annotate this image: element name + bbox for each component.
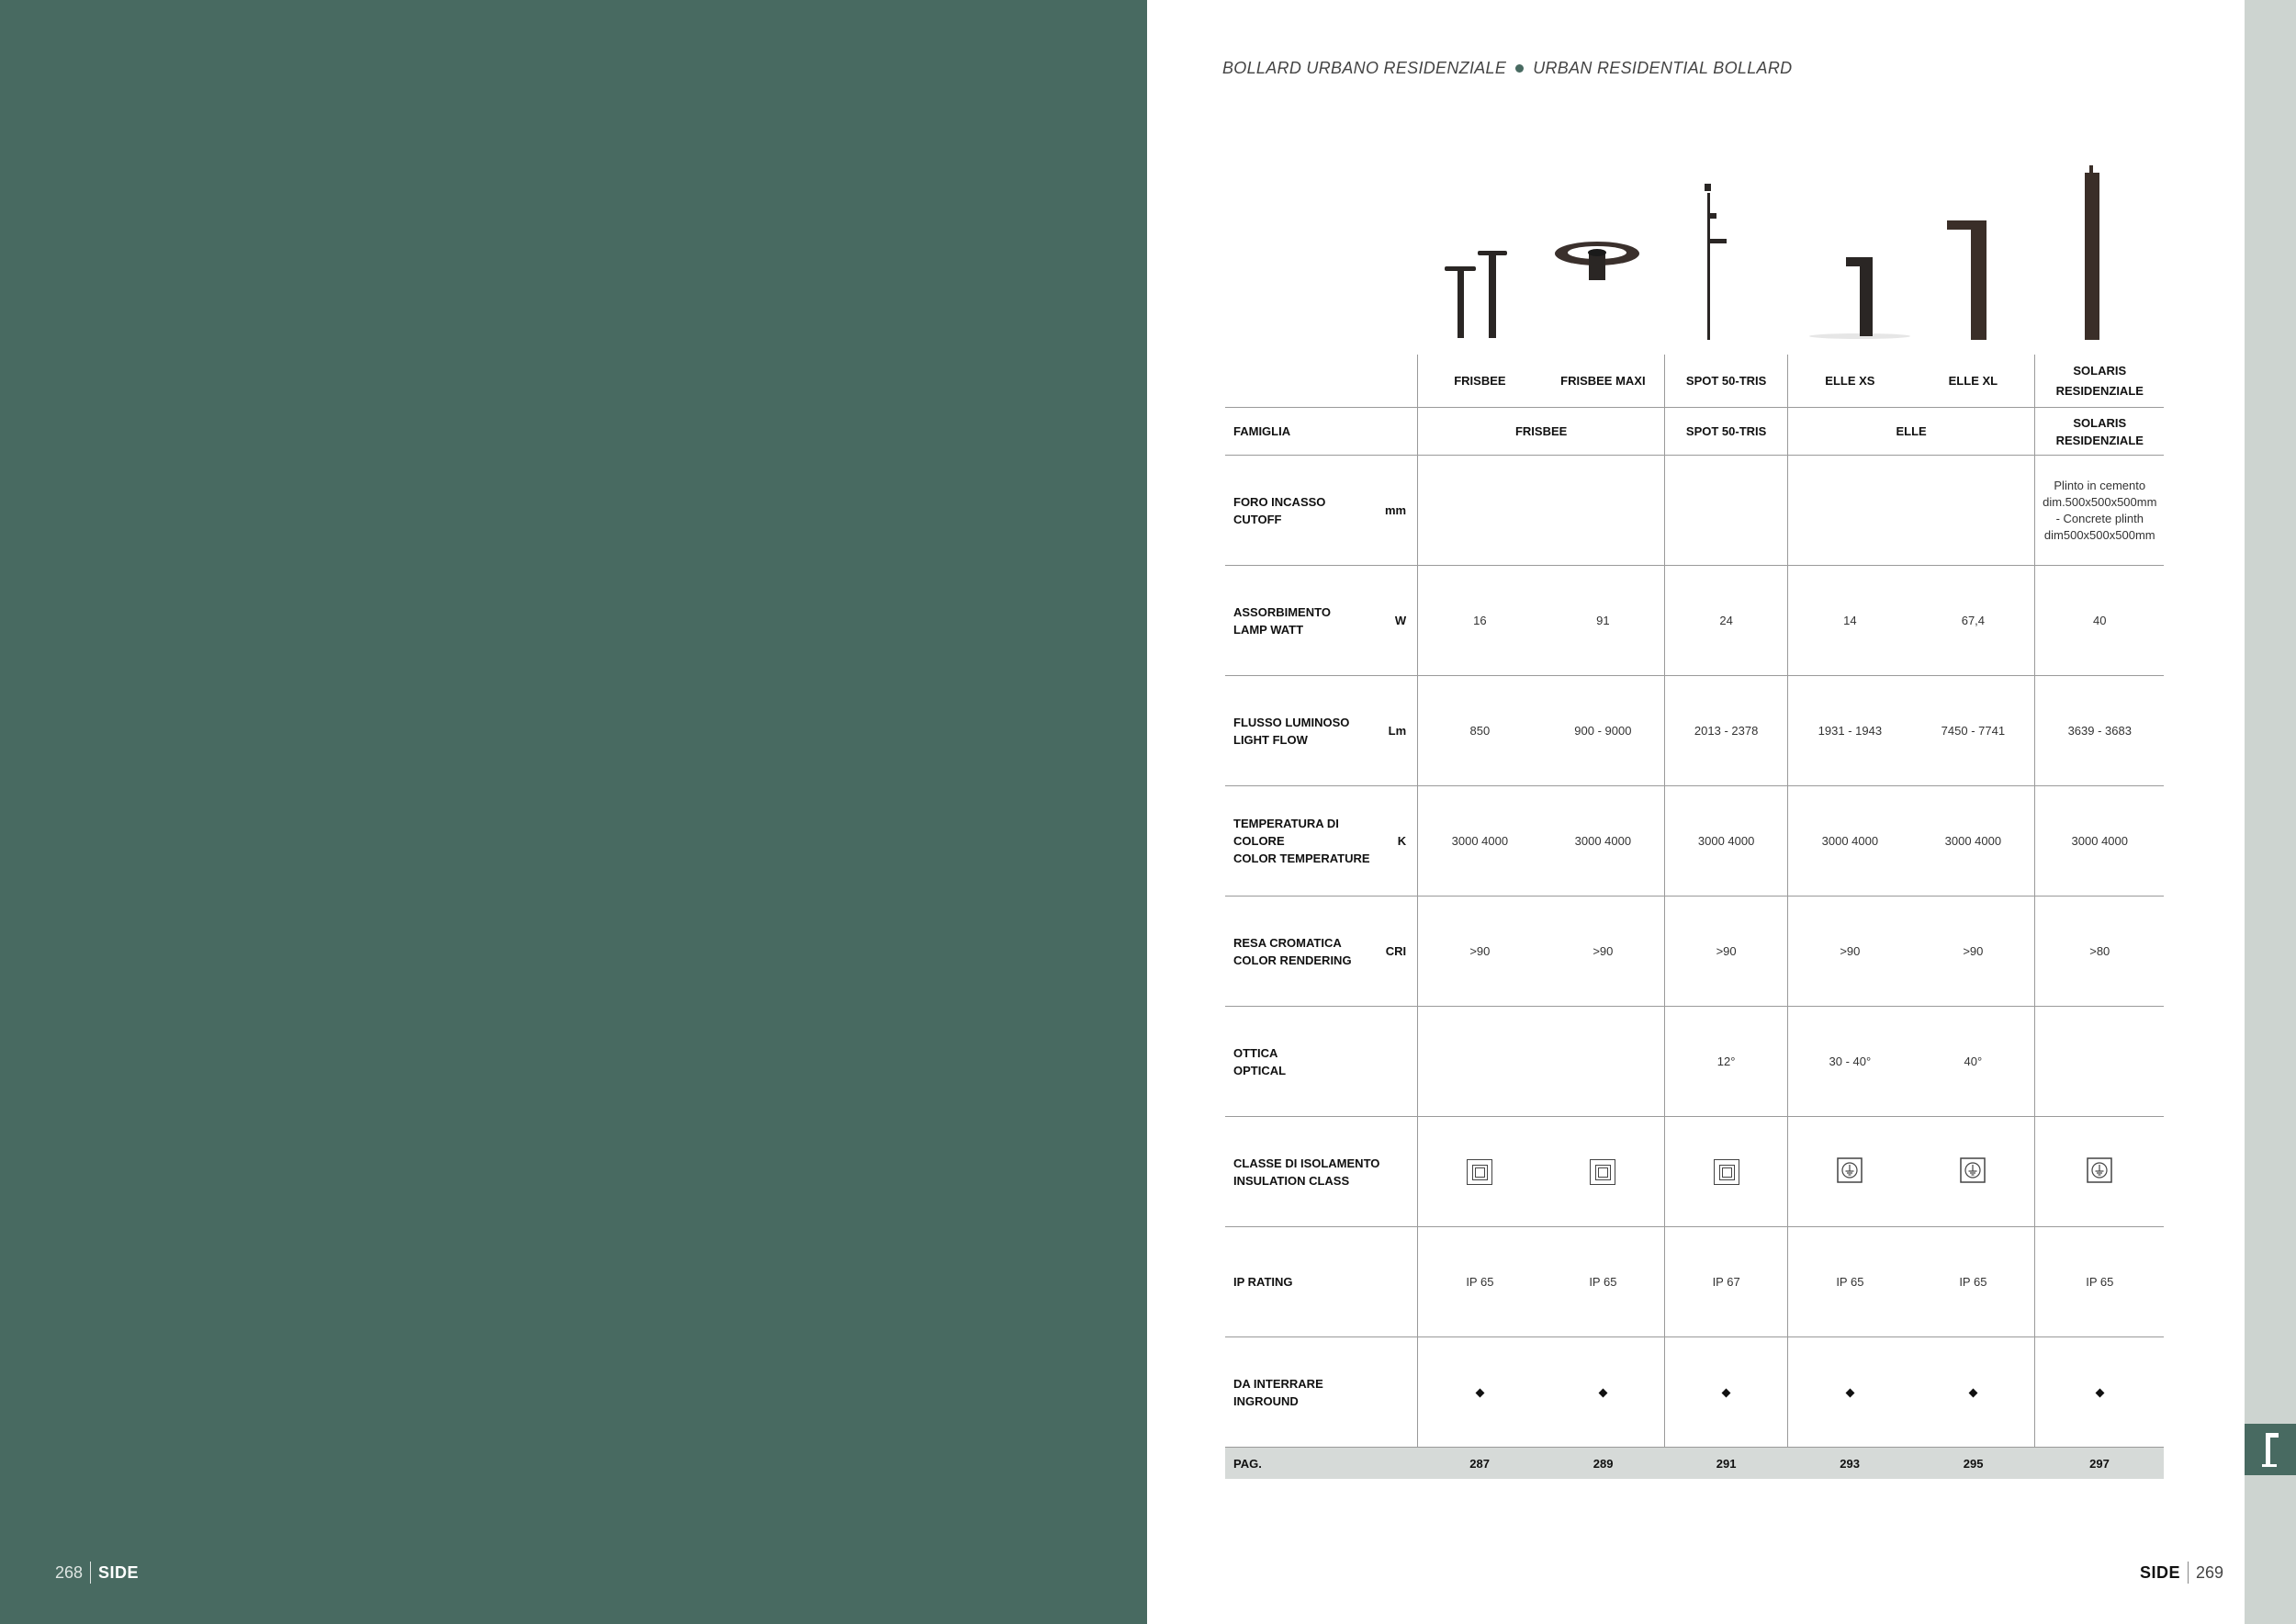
row-label: CLASSE DI ISOLAMENTO INSULATION CLASS [1225, 1117, 1418, 1227]
cell: 67,4 [1912, 566, 2035, 676]
spec-table [1225, 355, 2164, 1479]
left-folio [55, 1562, 139, 1584]
table-row [1225, 676, 2164, 786]
cell: >90 [1418, 897, 1542, 1007]
cell: >80 [2035, 897, 2165, 1007]
bullet-icon [1845, 1389, 1854, 1398]
left-section-name: SIDE [98, 1562, 140, 1582]
cell: 12° [1665, 1007, 1788, 1117]
cell: 3000 4000 [1665, 786, 1788, 897]
cell: 3000 4000 [1542, 786, 1665, 897]
row-label: TEMPERATURA DI COLORE COLOR TEMPERATURE [1225, 786, 1385, 897]
right-page-number: 269 [2195, 1562, 2223, 1582]
cell: 1931 - 1943 [1788, 676, 1912, 786]
cell: 16 [1418, 566, 1542, 676]
row-unit: K [1385, 786, 1418, 897]
left-page-number: 268 [55, 1562, 84, 1582]
page-link[interactable]: 287 [1418, 1448, 1542, 1480]
spot-50-tris-product-image [1702, 184, 1729, 340]
class-ii-icon [1467, 1159, 1492, 1185]
folio-separator [90, 1562, 91, 1584]
cell: 14 [1788, 566, 1912, 676]
row-label: OTTICA OPTICAL [1225, 1007, 1418, 1117]
cell: IP 65 [1788, 1227, 1912, 1337]
solaris-cutoff: Plinto in cemento dim.500x500x500mm - Concrete plinth dim500x500x500mm [2035, 456, 2165, 566]
row-label: RESA CROMATICA COLOR RENDERING [1225, 897, 1385, 1007]
cell: 3000 4000 [1912, 786, 2035, 897]
bullet-icon [1598, 1389, 1607, 1398]
header-english: URBAN RESIDENTIAL BOLLARD [1533, 59, 1793, 77]
cell: 24 [1665, 566, 1788, 676]
cell: 30 - 40° [1788, 1007, 1912, 1117]
page-link[interactable]: 293 [1788, 1448, 1912, 1480]
cell: 900 - 9000 [1542, 676, 1665, 786]
row-label: ASSORBIMENTO LAMP WATT [1225, 566, 1385, 676]
page-link[interactable]: 297 [2035, 1448, 2165, 1480]
cell: >90 [1542, 897, 1665, 1007]
cell: IP 65 [1912, 1227, 2035, 1337]
page-link[interactable]: 291 [1665, 1448, 1788, 1480]
section-tab-underline [2245, 1470, 2296, 1473]
bullet-icon [1968, 1389, 1977, 1398]
bullet-icon [1475, 1389, 1484, 1398]
table-row [1225, 1007, 2164, 1117]
cell: IP 65 [1542, 1227, 1665, 1337]
cell: IP 67 [1665, 1227, 1788, 1337]
row-label: DA INTERRARE INGROUND [1225, 1337, 1418, 1448]
col-elle-xs: ELLE XS [1788, 355, 1912, 408]
class-ii-icon [1590, 1159, 1615, 1185]
family-frisbee: FRISBEE [1418, 408, 1665, 456]
row-unit: W [1385, 566, 1418, 676]
row-label: PAG. [1225, 1448, 1418, 1480]
row-label: FORO INCASSO CUTOFF [1225, 456, 1385, 566]
col-solaris-residenziale: SOLARIS RESIDENZIALE [2035, 355, 2165, 408]
family-label: FAMIGLIA [1225, 408, 1418, 456]
bullet-icon [1722, 1389, 1731, 1398]
cell [2035, 1007, 2165, 1117]
row-unit: Lm [1385, 676, 1418, 786]
col-frisbee-maxi: FRISBEE MAXI [1560, 374, 1646, 388]
cell: >90 [1912, 897, 2035, 1007]
page-link[interactable]: 289 [1542, 1448, 1665, 1480]
family-spot: SPOT 50-TRIS [1665, 408, 1788, 456]
cell: IP 65 [2035, 1227, 2165, 1337]
folio-separator [2188, 1562, 2189, 1584]
cell: 7450 - 7741 [1912, 676, 2035, 786]
column-header-row [1225, 355, 2164, 408]
header-italian: BOLLARD URBANO RESIDENZIALE [1222, 59, 1507, 77]
class-i-earth-icon [1837, 1157, 1863, 1183]
row-unit: mm [1385, 456, 1418, 566]
frisbee-maxi-product-image [1554, 239, 1641, 283]
page-header [1222, 59, 1792, 78]
cell [1418, 1007, 1542, 1117]
row-label: FLUSSO LUMINOSO LIGHT FLOW [1225, 676, 1385, 786]
cell: 40 [2035, 566, 2165, 676]
table-row [1225, 456, 2164, 566]
row-label: IP RATING [1225, 1227, 1418, 1337]
cell: 3000 4000 [1788, 786, 1912, 897]
cell: 91 [1542, 566, 1665, 676]
class-ii-icon [1714, 1159, 1739, 1185]
table-row [1225, 566, 2164, 676]
elle-xl-product-image [1947, 220, 1993, 340]
cell: >90 [1788, 897, 1912, 1007]
left-page-background [0, 0, 1147, 1624]
col-elle-xl: ELLE XL [1948, 374, 1998, 388]
solaris-residenziale-product-image [2076, 165, 2112, 340]
section-tab-marker [2245, 1424, 2296, 1475]
cell: 3000 4000 [1418, 786, 1542, 897]
cell: 850 [1418, 676, 1542, 786]
cell: 3639 - 3683 [2035, 676, 2165, 786]
elle-xs-product-image [1809, 257, 1910, 340]
product-images [1414, 156, 2154, 340]
family-solaris: SOLARIS RESIDENZIALE [2035, 408, 2165, 456]
cell: 2013 - 2378 [1665, 676, 1788, 786]
frisbee-product-image [1445, 248, 1509, 340]
page-reference-row [1225, 1448, 2164, 1480]
bullet-icon [2095, 1389, 2104, 1398]
right-edge-strip [2245, 0, 2296, 1624]
bollard-icon [2260, 1431, 2280, 1468]
cell: IP 65 [1418, 1227, 1542, 1337]
header-bullet [1515, 64, 1524, 73]
class-i-earth-icon [2087, 1157, 2112, 1183]
table-row [1225, 1227, 2164, 1337]
family-row [1225, 408, 2164, 456]
cell: 40° [1912, 1007, 2035, 1117]
family-elle: ELLE [1788, 408, 2035, 456]
right-folio [2140, 1562, 2223, 1584]
table-row [1225, 897, 2164, 1007]
cell: 3000 4000 [2035, 786, 2165, 897]
table-row [1225, 1117, 2164, 1227]
col-spot-50-tris: SPOT 50-TRIS [1665, 355, 1788, 408]
table-row [1225, 1337, 2164, 1448]
row-unit: CRI [1385, 897, 1418, 1007]
table-row [1225, 786, 2164, 897]
page-link[interactable]: 295 [1912, 1448, 2035, 1480]
col-frisbee: FRISBEE [1418, 355, 1542, 408]
class-i-earth-icon [1960, 1157, 1986, 1183]
cell: >90 [1665, 897, 1788, 1007]
right-section-name: SIDE [2139, 1562, 2180, 1582]
cell [1542, 1007, 1665, 1117]
